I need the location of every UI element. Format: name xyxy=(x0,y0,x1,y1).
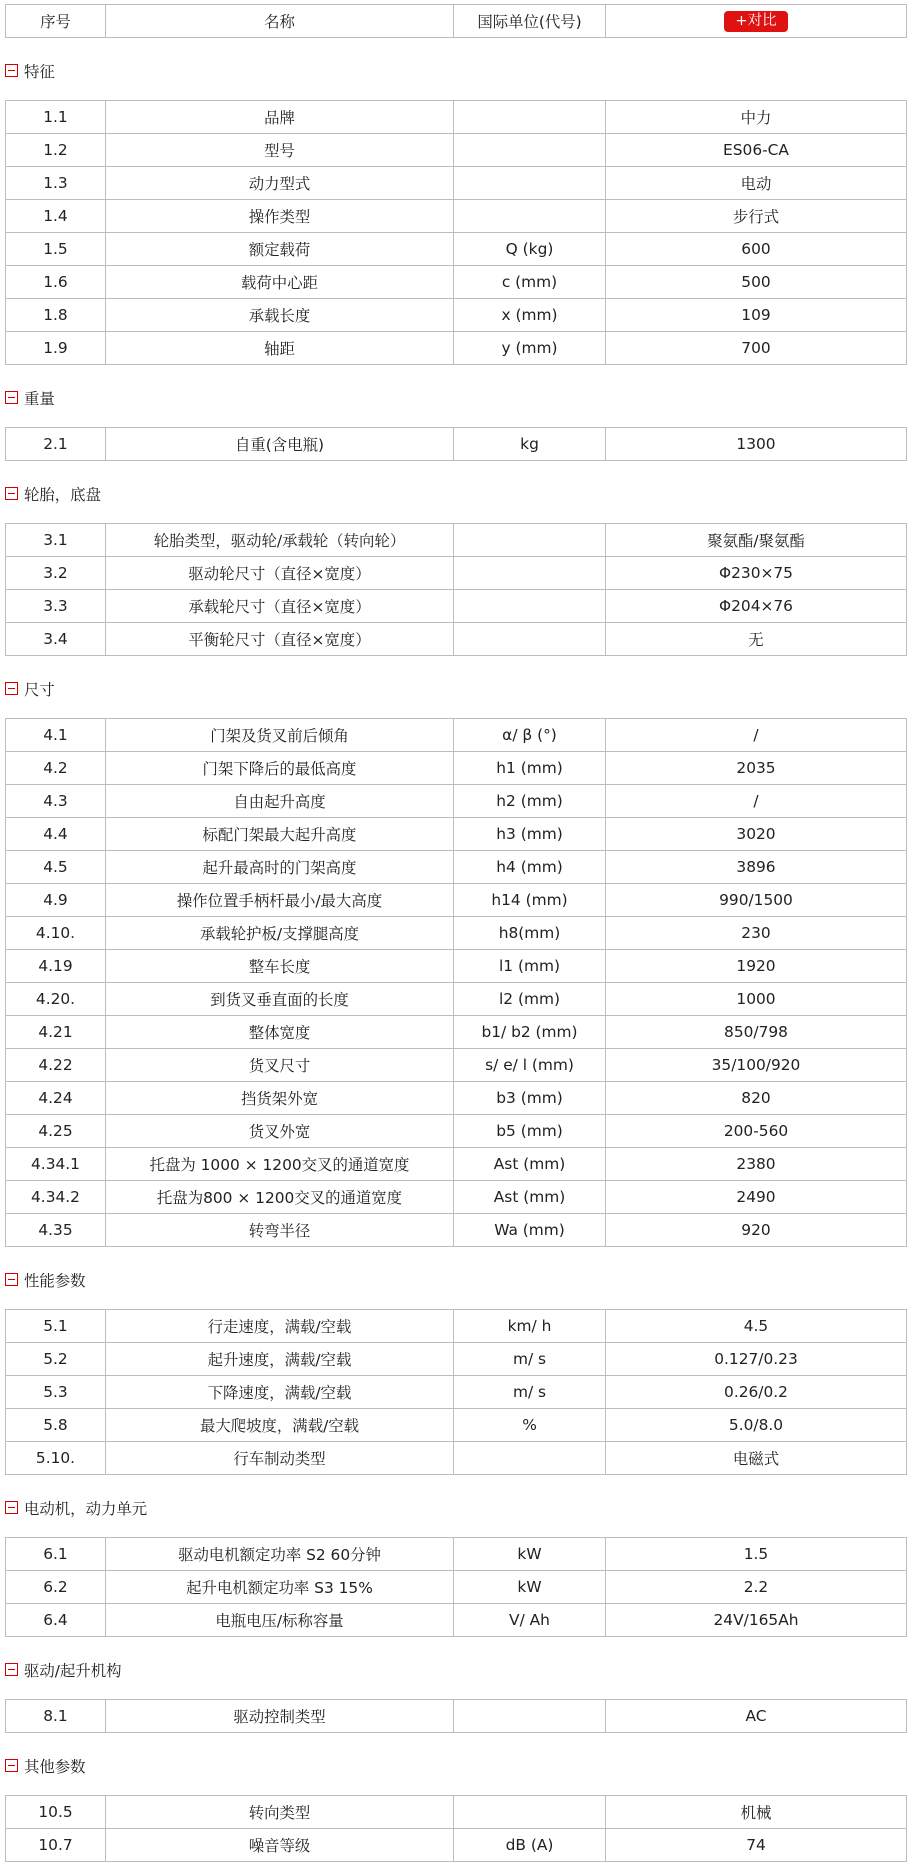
row-value: 步行式 xyxy=(606,200,907,233)
header-compare-cell xyxy=(606,5,907,38)
row-unit: h2 (mm) xyxy=(454,785,606,818)
table-row xyxy=(6,1700,907,1733)
section-header xyxy=(5,461,906,523)
table-row xyxy=(6,623,907,656)
section-header xyxy=(5,656,906,718)
row-unit: l2 (mm) xyxy=(454,983,606,1016)
table-row xyxy=(6,1829,907,1862)
row-value: 1300 xyxy=(606,428,907,461)
row-name: 挡货架外宽 xyxy=(106,1082,454,1115)
row-index: 1.1 xyxy=(6,101,106,134)
row-name: 转向类型 xyxy=(106,1796,454,1829)
table-row xyxy=(6,332,907,365)
row-name: 到货叉垂直面的长度 xyxy=(106,983,454,1016)
section-header xyxy=(5,38,906,100)
spec-table xyxy=(5,1699,907,1733)
row-value: 无 xyxy=(606,623,907,656)
row-name: 下降速度，满载/空载 xyxy=(106,1376,454,1409)
table-row xyxy=(6,785,907,818)
row-index: 1.5 xyxy=(6,233,106,266)
header-row xyxy=(6,5,907,38)
row-index: 3.3 xyxy=(6,590,106,623)
row-name: 承载长度 xyxy=(106,299,454,332)
row-name: 最大爬坡度，满载/空载 xyxy=(106,1409,454,1442)
row-unit: Q (kg) xyxy=(454,233,606,266)
row-unit: h4 (mm) xyxy=(454,851,606,884)
row-index: 1.8 xyxy=(6,299,106,332)
row-name: 承载轮尺寸（直径×宽度） xyxy=(106,590,454,623)
row-index: 8.1 xyxy=(6,1700,106,1733)
table-row xyxy=(6,299,907,332)
row-name: 承载轮护板/支撑腿高度 xyxy=(106,917,454,950)
sections-container xyxy=(5,38,906,1862)
row-value: 机械 xyxy=(606,1796,907,1829)
table-row xyxy=(6,1442,907,1475)
row-value: 990/1500 xyxy=(606,884,907,917)
table-row xyxy=(6,1604,907,1637)
row-name: 托盘为800 × 1200交叉的通道宽度 xyxy=(106,1181,454,1214)
table-row xyxy=(6,233,907,266)
row-name: 行车制动类型 xyxy=(106,1442,454,1475)
row-name: 转弯半径 xyxy=(106,1214,454,1247)
section-title: 特征 xyxy=(24,62,55,81)
row-index: 4.1 xyxy=(6,719,106,752)
row-unit: y (mm) xyxy=(454,332,606,365)
table-row xyxy=(6,983,907,1016)
table-row xyxy=(6,200,907,233)
section-title: 电动机，动力单元 xyxy=(24,1499,148,1518)
row-index: 4.34.1 xyxy=(6,1148,106,1181)
row-name: 驱动电机额定功率 S2 60分钟 xyxy=(106,1538,454,1571)
spec-table xyxy=(5,1309,907,1475)
row-index: 10.5 xyxy=(6,1796,106,1829)
row-unit: m/ s xyxy=(454,1376,606,1409)
row-unit: V/ Ah xyxy=(454,1604,606,1637)
row-value: 0.26/0.2 xyxy=(606,1376,907,1409)
row-index: 1.4 xyxy=(6,200,106,233)
row-value: 1000 xyxy=(606,983,907,1016)
row-value: 2035 xyxy=(606,752,907,785)
section-header xyxy=(5,365,906,427)
row-index: 5.2 xyxy=(6,1343,106,1376)
row-value: 1920 xyxy=(606,950,907,983)
table-row xyxy=(6,851,907,884)
row-unit xyxy=(454,557,606,590)
row-index: 5.3 xyxy=(6,1376,106,1409)
row-unit xyxy=(454,1442,606,1475)
row-index: 3.4 xyxy=(6,623,106,656)
row-index: 4.9 xyxy=(6,884,106,917)
row-value: 920 xyxy=(606,1214,907,1247)
header-table xyxy=(5,4,907,38)
section-title: 性能参数 xyxy=(24,1271,86,1290)
row-index: 4.2 xyxy=(6,752,106,785)
row-value: 中力 xyxy=(606,101,907,134)
row-unit: α/ β (°) xyxy=(454,719,606,752)
row-unit xyxy=(454,134,606,167)
collapse-icon[interactable] xyxy=(5,1273,18,1286)
collapse-icon[interactable] xyxy=(5,391,18,404)
row-unit: h8(mm) xyxy=(454,917,606,950)
row-value: Φ230×75 xyxy=(606,557,907,590)
row-unit: b1/ b2 (mm) xyxy=(454,1016,606,1049)
row-value: 600 xyxy=(606,233,907,266)
row-index: 1.6 xyxy=(6,266,106,299)
row-name: 起升最高时的门架高度 xyxy=(106,851,454,884)
collapse-icon[interactable] xyxy=(5,1663,18,1676)
row-unit: c (mm) xyxy=(454,266,606,299)
row-unit: % xyxy=(454,1409,606,1442)
row-index: 4.25 xyxy=(6,1115,106,1148)
spec-table xyxy=(5,427,907,461)
row-unit: x (mm) xyxy=(454,299,606,332)
row-unit: Wa (mm) xyxy=(454,1214,606,1247)
table-row xyxy=(6,950,907,983)
table-row xyxy=(6,884,907,917)
row-name: 门架及货叉前后倾角 xyxy=(106,719,454,752)
row-name: 驱动轮尺寸（直径×宽度） xyxy=(106,557,454,590)
table-row xyxy=(6,524,907,557)
row-name: 货叉尺寸 xyxy=(106,1049,454,1082)
row-name: 门架下降后的最低高度 xyxy=(106,752,454,785)
row-unit xyxy=(454,167,606,200)
row-value: 电磁式 xyxy=(606,1442,907,1475)
row-value: 200-560 xyxy=(606,1115,907,1148)
spec-table xyxy=(5,1537,907,1637)
row-value: 1.5 xyxy=(606,1538,907,1571)
row-index: 6.2 xyxy=(6,1571,106,1604)
table-row xyxy=(6,1796,907,1829)
row-name: 轴距 xyxy=(106,332,454,365)
spec-page xyxy=(5,4,906,1862)
row-value: 0.127/0.23 xyxy=(606,1343,907,1376)
row-unit: kW xyxy=(454,1571,606,1604)
row-value: 24V/165Ah xyxy=(606,1604,907,1637)
row-name: 载荷中心距 xyxy=(106,266,454,299)
row-index: 4.34.2 xyxy=(6,1181,106,1214)
row-unit xyxy=(454,524,606,557)
table-row xyxy=(6,557,907,590)
table-row xyxy=(6,1148,907,1181)
row-value: 2.2 xyxy=(606,1571,907,1604)
collapse-icon[interactable] xyxy=(5,487,18,500)
row-name: 自由起升高度 xyxy=(106,785,454,818)
row-name: 噪音等级 xyxy=(106,1829,454,1862)
row-name: 轮胎类型，驱动轮/承载轮（转向轮） xyxy=(106,524,454,557)
row-value: 3896 xyxy=(606,851,907,884)
table-row xyxy=(6,752,907,785)
add-compare-button[interactable]: +对比 xyxy=(724,11,787,32)
row-value: 2490 xyxy=(606,1181,907,1214)
collapse-icon[interactable] xyxy=(5,1501,18,1514)
spec-table xyxy=(5,718,907,1247)
row-unit xyxy=(454,200,606,233)
table-row xyxy=(6,266,907,299)
row-name: 托盘为 1000 × 1200交叉的通道宽度 xyxy=(106,1148,454,1181)
row-value: 35/100/920 xyxy=(606,1049,907,1082)
row-value: 3020 xyxy=(606,818,907,851)
collapse-icon[interactable] xyxy=(5,682,18,695)
row-name: 标配门架最大起升高度 xyxy=(106,818,454,851)
spec-table xyxy=(5,523,907,656)
row-index: 4.3 xyxy=(6,785,106,818)
row-index: 6.1 xyxy=(6,1538,106,1571)
row-unit: kW xyxy=(454,1538,606,1571)
row-unit xyxy=(454,1796,606,1829)
table-row xyxy=(6,428,907,461)
table-row xyxy=(6,1016,907,1049)
row-name: 起升电机额定功率 S3 15% xyxy=(106,1571,454,1604)
row-value: 850/798 xyxy=(606,1016,907,1049)
row-value: 4.5 xyxy=(606,1310,907,1343)
row-unit: Ast (mm) xyxy=(454,1148,606,1181)
section-header xyxy=(5,1637,906,1699)
table-row xyxy=(6,1214,907,1247)
header-name: 名称 xyxy=(106,5,454,38)
row-index: 4.4 xyxy=(6,818,106,851)
row-unit: m/ s xyxy=(454,1343,606,1376)
header-unit: 国际单位(代号) xyxy=(454,5,606,38)
row-name: 驱动控制类型 xyxy=(106,1700,454,1733)
row-name: 行走速度，满载/空载 xyxy=(106,1310,454,1343)
row-name: 整车长度 xyxy=(106,950,454,983)
row-value: Φ204×76 xyxy=(606,590,907,623)
row-unit: l1 (mm) xyxy=(454,950,606,983)
row-unit: dB (A) xyxy=(454,1829,606,1862)
row-name: 操作位置手柄杆最小/最大高度 xyxy=(106,884,454,917)
collapse-icon[interactable] xyxy=(5,64,18,77)
section-title: 轮胎，底盘 xyxy=(24,485,101,504)
row-index: 1.3 xyxy=(6,167,106,200)
row-index: 4.10. xyxy=(6,917,106,950)
row-index: 6.4 xyxy=(6,1604,106,1637)
row-index: 3.2 xyxy=(6,557,106,590)
row-index: 4.24 xyxy=(6,1082,106,1115)
table-row xyxy=(6,917,907,950)
table-row xyxy=(6,167,907,200)
table-row xyxy=(6,134,907,167)
row-index: 1.2 xyxy=(6,134,106,167)
section-title: 其他参数 xyxy=(24,1757,86,1776)
row-name: 起升速度，满载/空载 xyxy=(106,1343,454,1376)
row-unit: h14 (mm) xyxy=(454,884,606,917)
row-name: 操作类型 xyxy=(106,200,454,233)
section-title: 重量 xyxy=(24,389,55,408)
table-row xyxy=(6,1115,907,1148)
row-value: ES06-CA xyxy=(606,134,907,167)
row-name: 自重(含电瓶) xyxy=(106,428,454,461)
row-value: 电动 xyxy=(606,167,907,200)
row-name: 动力型式 xyxy=(106,167,454,200)
table-row xyxy=(6,1343,907,1376)
row-value: 230 xyxy=(606,917,907,950)
section-title: 驱动/起升机构 xyxy=(24,1661,122,1680)
row-index: 4.22 xyxy=(6,1049,106,1082)
row-unit: h1 (mm) xyxy=(454,752,606,785)
table-row xyxy=(6,818,907,851)
row-index: 4.19 xyxy=(6,950,106,983)
spec-table xyxy=(5,100,907,365)
row-index: 3.1 xyxy=(6,524,106,557)
table-row xyxy=(6,1082,907,1115)
table-row xyxy=(6,719,907,752)
section-header xyxy=(5,1247,906,1309)
row-name: 品牌 xyxy=(106,101,454,134)
section-title: 尺寸 xyxy=(24,680,55,699)
row-name: 整体宽度 xyxy=(106,1016,454,1049)
row-unit: Ast (mm) xyxy=(454,1181,606,1214)
row-index: 4.20. xyxy=(6,983,106,1016)
row-unit: h3 (mm) xyxy=(454,818,606,851)
row-unit xyxy=(454,623,606,656)
row-index: 5.10. xyxy=(6,1442,106,1475)
collapse-icon[interactable] xyxy=(5,1759,18,1772)
row-unit xyxy=(454,1700,606,1733)
section-header xyxy=(5,1475,906,1537)
table-row xyxy=(6,1538,907,1571)
row-value: AC xyxy=(606,1700,907,1733)
row-value: 5.0/8.0 xyxy=(606,1409,907,1442)
table-row xyxy=(6,1310,907,1343)
row-index: 10.7 xyxy=(6,1829,106,1862)
row-index: 1.9 xyxy=(6,332,106,365)
row-value: 700 xyxy=(606,332,907,365)
row-unit: km/ h xyxy=(454,1310,606,1343)
row-index: 5.8 xyxy=(6,1409,106,1442)
row-value: 聚氨酯/聚氨酯 xyxy=(606,524,907,557)
row-name: 额定载荷 xyxy=(106,233,454,266)
row-unit xyxy=(454,590,606,623)
row-name: 货叉外宽 xyxy=(106,1115,454,1148)
row-name: 型号 xyxy=(106,134,454,167)
row-unit: b5 (mm) xyxy=(454,1115,606,1148)
row-value: 500 xyxy=(606,266,907,299)
row-value: / xyxy=(606,785,907,818)
row-unit: s/ e/ l (mm) xyxy=(454,1049,606,1082)
table-row xyxy=(6,1376,907,1409)
table-row xyxy=(6,101,907,134)
row-value: 74 xyxy=(606,1829,907,1862)
row-value: 2380 xyxy=(606,1148,907,1181)
row-name: 平衡轮尺寸（直径×宽度） xyxy=(106,623,454,656)
row-unit: b3 (mm) xyxy=(454,1082,606,1115)
table-row xyxy=(6,1049,907,1082)
table-row xyxy=(6,1571,907,1604)
row-index: 5.1 xyxy=(6,1310,106,1343)
row-value: / xyxy=(606,719,907,752)
row-index: 4.35 xyxy=(6,1214,106,1247)
table-row xyxy=(6,590,907,623)
header-index: 序号 xyxy=(6,5,106,38)
row-index: 4.5 xyxy=(6,851,106,884)
row-value: 820 xyxy=(606,1082,907,1115)
table-row xyxy=(6,1409,907,1442)
row-unit xyxy=(454,101,606,134)
row-index: 4.21 xyxy=(6,1016,106,1049)
row-unit: kg xyxy=(454,428,606,461)
row-name: 电瓶电压/标称容量 xyxy=(106,1604,454,1637)
section-header xyxy=(5,1733,906,1795)
table-row xyxy=(6,1181,907,1214)
row-value: 109 xyxy=(606,299,907,332)
row-index: 2.1 xyxy=(6,428,106,461)
